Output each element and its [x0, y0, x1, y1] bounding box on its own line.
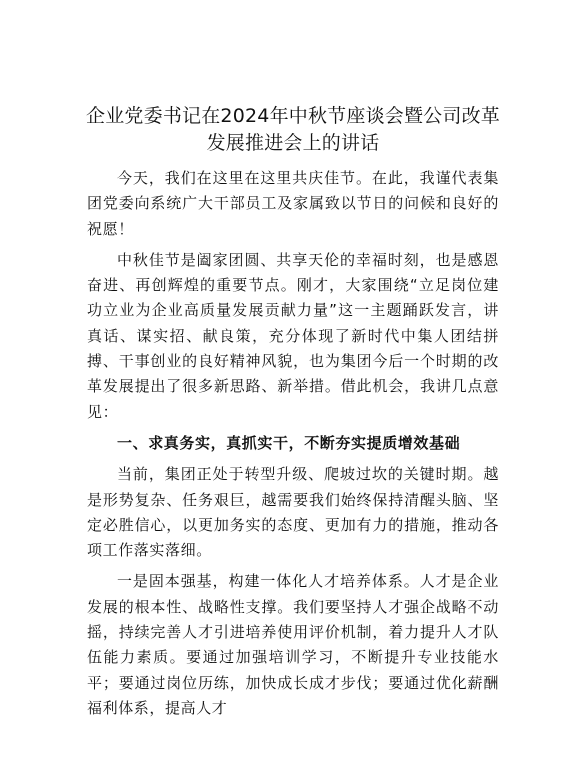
- paragraph-greeting: 今天，我们在这里在这里共庆佳节。在此，我谨代表集团党委向系统广大干部员工及家属致以节日的问候和良好的祝愿！: [87, 169, 499, 238]
- paragraph-talent-system: 一是固本强基，构建一体化人才培养体系。人才是企业发展的根本性、战略性支撑。我们要坚持人才强企战略不动摇，持续完善人才引进培养使用评价机制，着力提升人才队伍能力素质。要通过加强培训学习，不断提升专业技能水平；要通过岗位历练，加快成长成才步伐；要通过优化薪酬福利体系，提高人才: [87, 572, 499, 717]
- document-body: [87, 166, 499, 721]
- paragraph-current-situation: 当前，集团正处于转型升级、爬坡过坎的关键时期。越是形势复杂、任务艰巨，越需要我们始终保持清醒头脑、坚定必胜信心，以更加务实的态度、更加有力的措施，推动各项工作落实落细。: [87, 465, 499, 560]
- paragraph-introduction: 中秋佳节是阖家团圆、共享天伦的幸福时刻，也是感恩奋进、再创辉煌的重要节点。刚才，大家围绕“立足岗位建功立业为企业高质量发展贡献力量”这一主题踊跃发言，讲真话、谋实招、献良策，充分体现了新时代中集人团结拼搏、干事创业的良好精神风貌，也为集团今后一个时期的改革发展提出了很多新思路、新举措。借此机会，我讲几点意见：: [87, 250, 499, 421]
- section-heading-1: 一、求真务实，真抓实干，不断夯实提质增效基础: [117, 433, 461, 452]
- document-title: 企业党委书记在2024年中秋节座谈会暨公司改革发展推进会上的讲话: [86, 105, 500, 154]
